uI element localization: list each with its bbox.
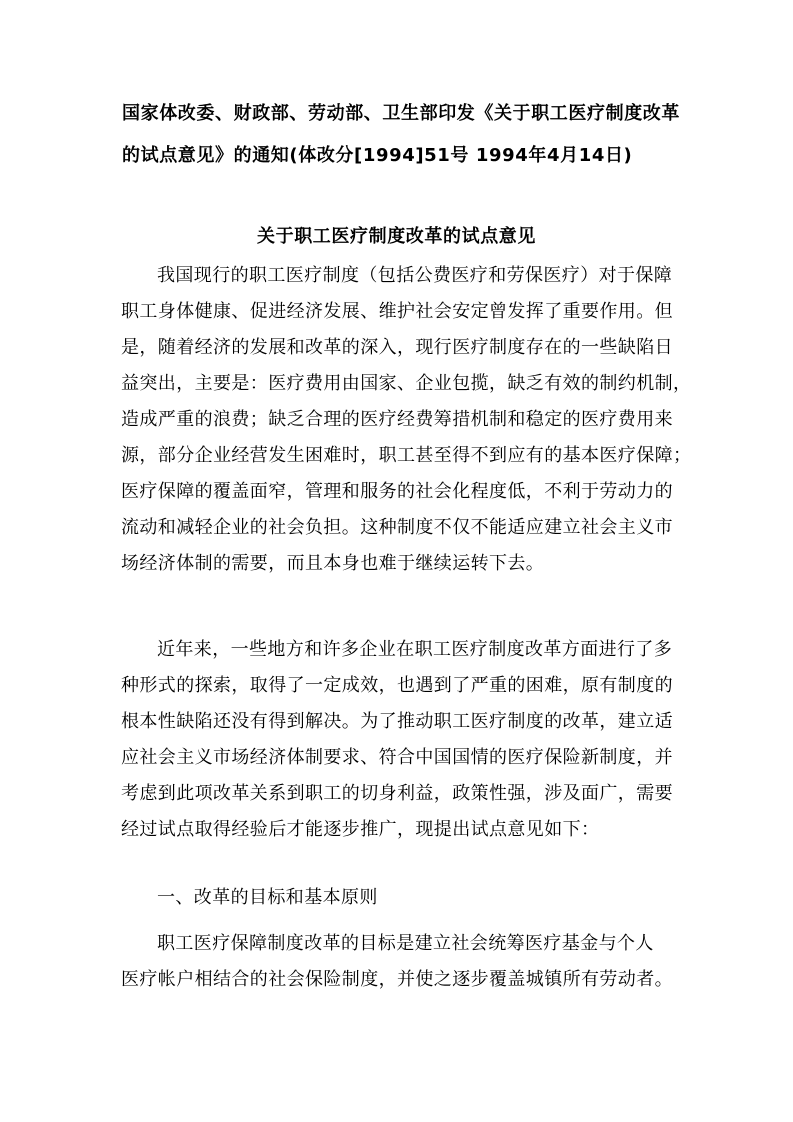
paragraph-line: 近年来，一些地方和许多企业在职工医疗制度改革方面进行了多 — [157, 639, 673, 660]
section-heading — [121, 880, 681, 916]
paragraph-line: 医疗帐户相结合的社会保险制度，并使之逐步覆盖城镇所有劳动者。 — [121, 969, 673, 990]
paragraph-2 — [121, 632, 681, 848]
paragraph-line: 我国现行的职工医疗制度（包括公费医疗和劳保医疗）对于保障 — [157, 265, 673, 286]
paragraph-line: 职工医疗保障制度改革的目标是建立社会统筹医疗基金与个人 — [157, 933, 654, 954]
paragraph-line: 职工身体健康、促进经济发展、维护社会安定曾发挥了重要作用。但 — [121, 301, 673, 322]
paragraph-line: 是，随着经济的发展和改革的深入，现行医疗制度存在的一些缺陷日 — [121, 337, 673, 358]
paragraph-line: 考虑到此项改革关系到职工的切身利益，政策性强，涉及面广，需要 — [121, 783, 673, 804]
paragraph-line: 益突出，主要是：医疗费用由国家、企业包揽，缺乏有效的制约机制， — [121, 373, 692, 394]
section-paragraph — [121, 926, 681, 998]
paragraph-line: 造成严重的浪费；缺乏合理的医疗经费筹措机制和稳定的医疗费用来 — [121, 409, 673, 430]
paragraph-line: 流动和减轻企业的社会负担。这种制度不仅不能适应建立社会主义市 — [121, 517, 673, 538]
paragraph-line: 应社会主义市场经济体制要求、符合中国国情的医疗保险新制度，并 — [121, 747, 673, 768]
paragraph-1 — [121, 258, 692, 582]
paragraph-line: 根本性缺陷还没有得到解决。为了推动职工医疗制度的改革，建立适 — [121, 711, 673, 732]
paragraph-line: 源，部分企业经营发生困难时，职工甚至得不到应有的基本医疗保障； — [121, 445, 692, 466]
paragraph-line: 医疗保障的覆盖面窄，管理和服务的社会化程度低，不利于劳动力的 — [121, 481, 673, 502]
paragraph-line: 场经济体制的需要，而且本身也难于继续运转下去。 — [121, 553, 545, 574]
section-heading-text: 一、改革的目标和基本原则 — [157, 887, 378, 908]
document-subtitle: 关于职工医疗制度改革的试点意见 — [257, 226, 536, 247]
paragraph-line: 经过试点取得经验后才能逐步推广，现提出试点意见如下： — [121, 819, 600, 840]
heading-line-2: 的试点意见》的通知(体改分[1994]51号 1994年4月14日) — [122, 145, 633, 166]
notice-heading — [122, 93, 682, 177]
paragraph-line: 种形式的探索，取得了一定成效，也遇到了严重的困难，原有制度的 — [121, 675, 673, 696]
heading-line-1: 国家体改委、财政部、劳动部、卫生部印发《关于职工医疗制度改革 — [122, 103, 680, 124]
